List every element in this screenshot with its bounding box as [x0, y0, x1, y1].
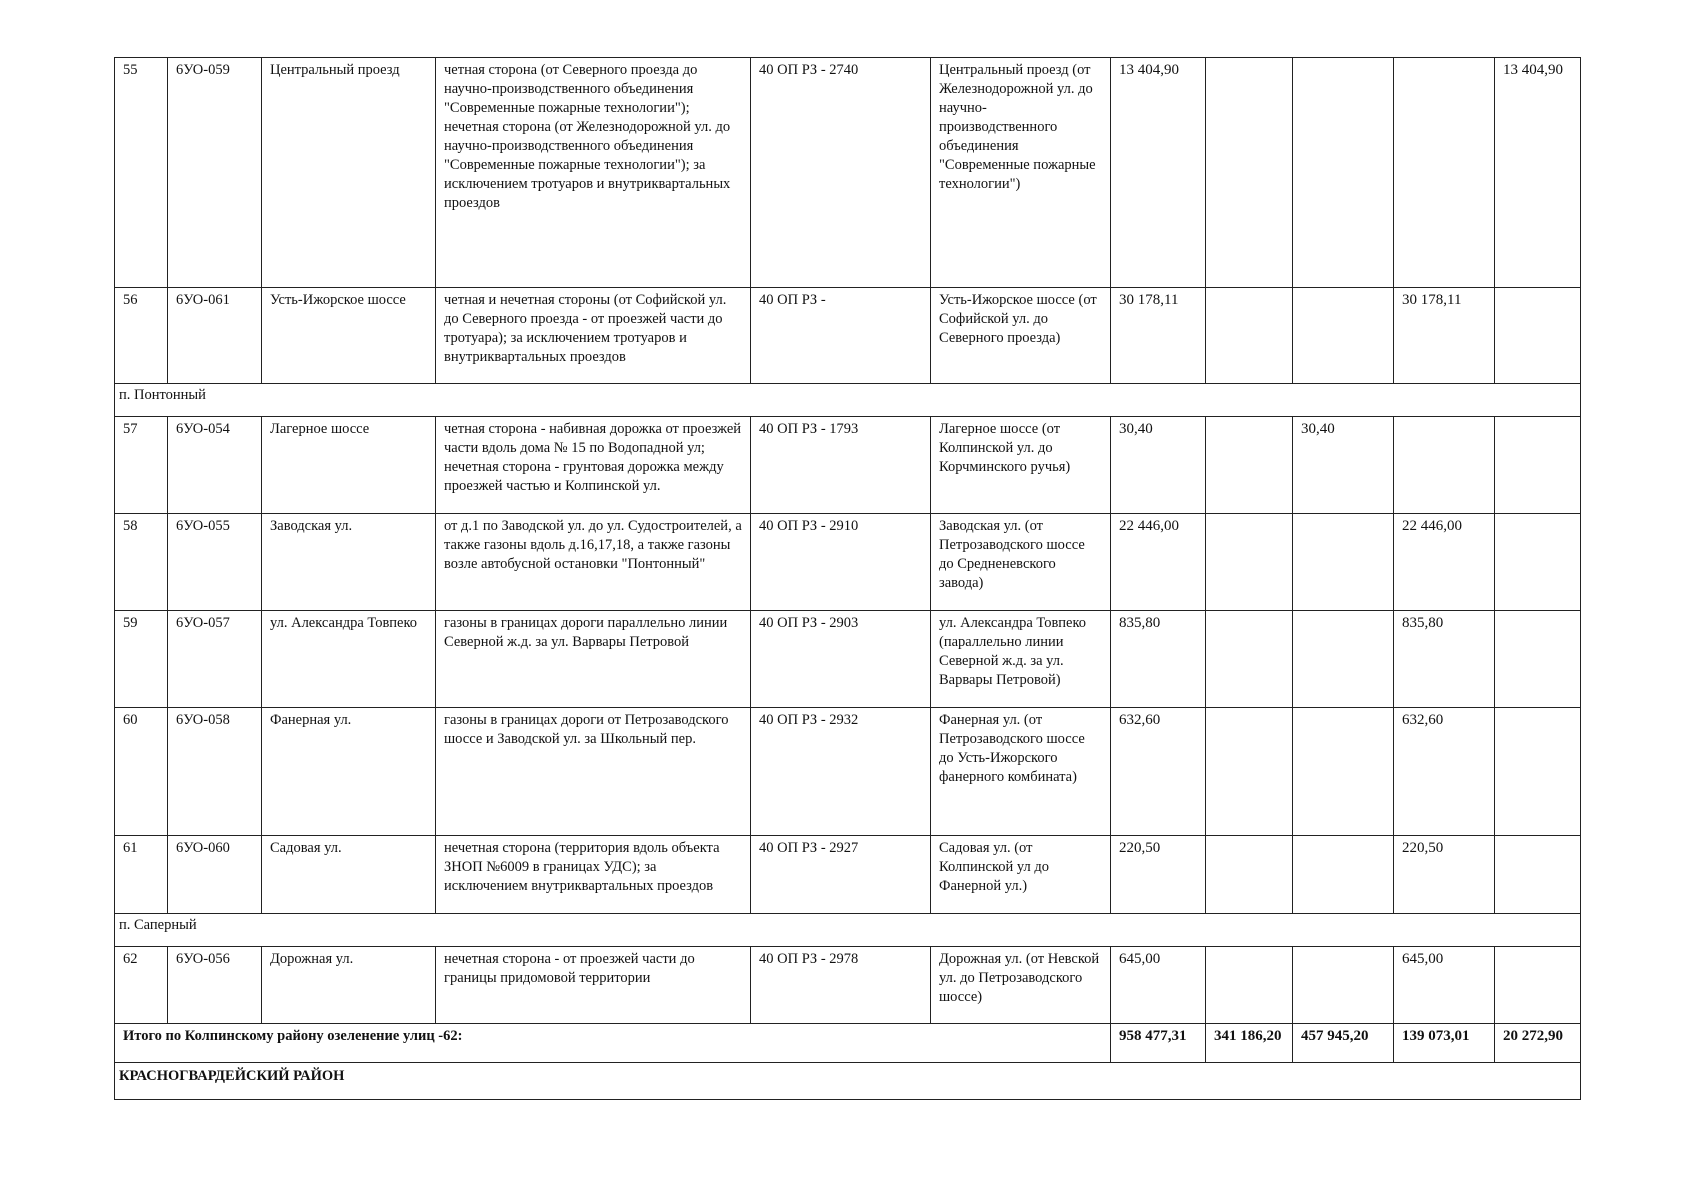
table-row [115, 947, 1581, 1024]
object-description: от д.1 по Заводской ул. до ул. Судостроителей, а также газоны вдоль д.16,17,18, а также газоны возле автобусной остановки "Понтонный" [436, 514, 751, 611]
area-cat-2 [1293, 58, 1394, 288]
street-name: Заводская ул. [262, 514, 436, 611]
object-code: 6УО-060 [168, 836, 262, 914]
area-cat-2 [1293, 836, 1394, 914]
object-description: четная сторона (от Северного проезда до научно-производственного объединения "Современные пожарные технологии"); нечетная сторона (от Железнодорожной ул. до научно-производственного объединения "Современные пожарные технологии"); за исключением тротуаров и внутриквартальных проездов [436, 58, 751, 288]
road-id: 40 ОП РЗ - 1793 [751, 417, 931, 514]
road-id: 40 ОП РЗ - 2910 [751, 514, 931, 611]
table-row [115, 708, 1581, 836]
area-cat-2 [1293, 611, 1394, 708]
road-section: Центральный проезд (от Железнодорожной ул. до научно-производственного объединения "Современные пожарные технологии") [931, 58, 1111, 288]
street-name: Усть-Ижорское шоссе [262, 288, 436, 384]
section-row [115, 914, 1581, 947]
area-cat-4: 13 404,90 [1495, 58, 1581, 288]
object-code: 6УО-058 [168, 708, 262, 836]
totals-row [115, 1024, 1581, 1063]
road-section: Усть-Ижорское шоссе (от Софийской ул. до Северного проезда) [931, 288, 1111, 384]
area-cat-3 [1394, 417, 1495, 514]
area-cat-1 [1206, 417, 1293, 514]
street-name: Садовая ул. [262, 836, 436, 914]
row-number: 60 [115, 708, 168, 836]
table-row [115, 514, 1581, 611]
area-cat-3 [1394, 58, 1495, 288]
road-id: 40 ОП РЗ - 2740 [751, 58, 931, 288]
object-description: газоны в границах дороги от Петрозаводского шоссе и Заводской ул. за Школьный пер. [436, 708, 751, 836]
row-number: 55 [115, 58, 168, 288]
object-description: газоны в границах дороги параллельно линии Северной ж.д. за ул. Варвары Петровой [436, 611, 751, 708]
area-cat-4 [1495, 708, 1581, 836]
area-cat-1 [1206, 514, 1293, 611]
table-row [115, 58, 1581, 288]
object-code: 6УО-054 [168, 417, 262, 514]
area-cat-2 [1293, 514, 1394, 611]
totals-cat-3: 139 073,01 [1394, 1024, 1495, 1063]
district-title: КРАСНОГВАРДЕЙСКИЙ РАЙОН [115, 1063, 1581, 1100]
row-number: 59 [115, 611, 168, 708]
street-name: ул. Александра Товпеко [262, 611, 436, 708]
area-cat-2 [1293, 288, 1394, 384]
area-cat-3: 30 178,11 [1394, 288, 1495, 384]
area-cat-2: 30,40 [1293, 417, 1394, 514]
totals-cat-4: 20 272,90 [1495, 1024, 1581, 1063]
area-cat-1 [1206, 288, 1293, 384]
object-code: 6УО-057 [168, 611, 262, 708]
object-description: нечетная сторона - от проезжей части до границы придомовой территории [436, 947, 751, 1024]
streets-greening-table [114, 57, 1581, 1100]
area-cat-2 [1293, 947, 1394, 1024]
object-code: 6УО-056 [168, 947, 262, 1024]
area-cat-4 [1495, 288, 1581, 384]
district-header-row [115, 1063, 1581, 1100]
area-cat-4 [1495, 611, 1581, 708]
object-description: нечетная сторона (территория вдоль объекта ЗНОП №6009 в границах УДС); за исключением внутриквартальных проездов [436, 836, 751, 914]
area-total: 22 446,00 [1111, 514, 1206, 611]
row-number: 56 [115, 288, 168, 384]
area-cat-1 [1206, 708, 1293, 836]
totals-cat-1: 341 186,20 [1206, 1024, 1293, 1063]
object-code: 6УО-059 [168, 58, 262, 288]
table-row [115, 836, 1581, 914]
row-number: 61 [115, 836, 168, 914]
road-section: ул. Александра Товпеко (параллельно линии Северной ж.д. за ул. Варвары Петровой) [931, 611, 1111, 708]
area-cat-3: 632,60 [1394, 708, 1495, 836]
section-row [115, 384, 1581, 417]
area-cat-2 [1293, 708, 1394, 836]
table-row [115, 288, 1581, 384]
totals-area-total: 958 477,31 [1111, 1024, 1206, 1063]
road-id: 40 ОП РЗ - 2903 [751, 611, 931, 708]
area-total: 30,40 [1111, 417, 1206, 514]
area-total: 13 404,90 [1111, 58, 1206, 288]
table-row [115, 611, 1581, 708]
object-code: 6УО-055 [168, 514, 262, 611]
area-cat-4 [1495, 947, 1581, 1024]
area-cat-3: 645,00 [1394, 947, 1495, 1024]
road-id: 40 ОП РЗ - 2932 [751, 708, 931, 836]
street-name: Лагерное шоссе [262, 417, 436, 514]
street-name: Центральный проезд [262, 58, 436, 288]
area-total: 835,80 [1111, 611, 1206, 708]
area-total: 632,60 [1111, 708, 1206, 836]
street-name: Фанерная ул. [262, 708, 436, 836]
row-number: 58 [115, 514, 168, 611]
road-id: 40 ОП РЗ - [751, 288, 931, 384]
road-section: Лагерное шоссе (от Колпинской ул. до Корчминского ручья) [931, 417, 1111, 514]
road-section: Фанерная ул. (от Петрозаводского шоссе до Усть-Ижорского фанерного комбината) [931, 708, 1111, 836]
area-cat-1 [1206, 611, 1293, 708]
area-total: 220,50 [1111, 836, 1206, 914]
area-cat-3: 835,80 [1394, 611, 1495, 708]
row-number: 62 [115, 947, 168, 1024]
road-section: Заводская ул. (от Петрозаводского шоссе до Средненевского завода) [931, 514, 1111, 611]
table-row [115, 417, 1581, 514]
area-cat-3: 22 446,00 [1394, 514, 1495, 611]
area-cat-4 [1495, 836, 1581, 914]
object-code: 6УО-061 [168, 288, 262, 384]
area-cat-1 [1206, 836, 1293, 914]
section-title: п. Понтонный [115, 384, 1581, 417]
area-cat-4 [1495, 514, 1581, 611]
road-section: Садовая ул. (от Колпинской ул до Фанерной ул.) [931, 836, 1111, 914]
object-description: четная и нечетная стороны (от Софийской ул. до Северного проезда - от проезжей части до тротуара); за исключением тротуаров и внутриквартальных проездов [436, 288, 751, 384]
section-title: п. Саперный [115, 914, 1581, 947]
totals-cat-2: 457 945,20 [1293, 1024, 1394, 1063]
totals-label: Итого по Колпинскому району озеленение улиц -62: [115, 1024, 1111, 1063]
object-description: четная сторона - набивная дорожка от проезжей части вдоль дома № 15 по Водопадной ул; нечетная сторона - грунтовая дорожка между проезжей частью и Колпинской ул. [436, 417, 751, 514]
street-name: Дорожная ул. [262, 947, 436, 1024]
area-cat-3: 220,50 [1394, 836, 1495, 914]
area-total: 645,00 [1111, 947, 1206, 1024]
area-cat-1 [1206, 58, 1293, 288]
road-id: 40 ОП РЗ - 2927 [751, 836, 931, 914]
row-number: 57 [115, 417, 168, 514]
area-cat-1 [1206, 947, 1293, 1024]
road-section: Дорожная ул. (от Невской ул. до Петрозаводского шоссе) [931, 947, 1111, 1024]
area-total: 30 178,11 [1111, 288, 1206, 384]
area-cat-4 [1495, 417, 1581, 514]
road-id: 40 ОП РЗ - 2978 [751, 947, 931, 1024]
